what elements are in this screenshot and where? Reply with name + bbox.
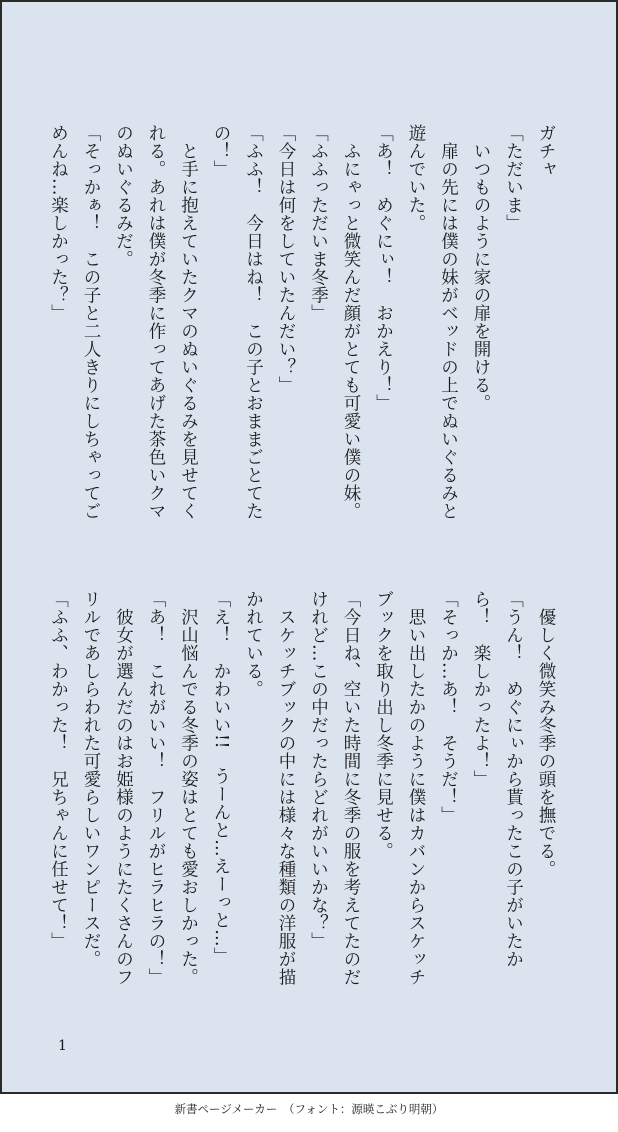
text-line: 思い出したかのように僕はカバンからスケッチ	[406, 590, 426, 986]
text-block-bottom	[42, 590, 562, 1000]
text-line: 「今日は何をしていたんだい？」	[276, 124, 296, 394]
text-line: 彼女が選んだのはお姫様のようにたくさんのフ	[113, 590, 134, 986]
text-line: スケッチブックの中には様々な種類の洋服が描	[276, 590, 296, 986]
text-line: 「ふふ、わかった！ 兄ちゃんに任せて！」	[48, 590, 69, 950]
text-line: 「そっか…あ！ そうだ！」	[438, 590, 459, 824]
text-line: 「今日ね、空いた時間に冬季の服を考えてたのだ	[341, 590, 361, 986]
text-line: ら！ 楽しかったよ！」	[471, 590, 491, 788]
text-line: 扉の先には僕の妹がベッドの上でぬいぐるみと	[438, 124, 459, 520]
text-line: と手に抱えていたクマのぬいぐるみを見せてく	[178, 124, 199, 520]
text-line: めんね…楽しかった？」	[48, 124, 69, 322]
text-line: の！」	[211, 124, 231, 178]
text-line: 「ふふっただいま冬季」	[308, 124, 329, 322]
text-line: 「そっかぁ！ この子と二人きりにしちゃってご	[81, 124, 101, 520]
text-block-top	[42, 124, 562, 534]
text-line: ふにゃっと微笑んだ顔がとても可愛い僕の妹。	[341, 124, 361, 520]
text-line: かれている。	[243, 590, 264, 698]
page-number: 1	[58, 1038, 67, 1054]
text-line: 「ただいま」	[503, 124, 524, 232]
text-line: 「え！ かわいい!! うーんと…えーっと…」	[211, 590, 231, 966]
text-line: リルであしらわれた可愛らしいワンピースだ。	[81, 590, 101, 968]
text-line: 「ふふ！ 今日はね！ この子とおままごとてた	[243, 124, 264, 520]
text-line: のぬいぐるみだ。	[113, 124, 134, 268]
text-line: 優しく微笑み冬季の頭を撫でる。	[536, 590, 556, 878]
text-line: 「うん！ めぐにぃから貰ったこの子がいたか	[503, 590, 524, 968]
text-line: 「あ！ めぐにぃ！ おかえり！」	[373, 124, 394, 412]
text-line: 遊んでいた。	[406, 124, 426, 232]
text-line: 「あ！ これがいい！ フリルがヒラヒラの！」	[146, 590, 166, 986]
text-line: ブックを取り出し冬季に見せる。	[373, 590, 394, 860]
text-line: 沢山悩んでる冬季の姿はとても愛おしかった。	[178, 590, 199, 986]
text-line: いつものように家の扉を開ける。	[471, 124, 491, 412]
text-line: れる。あれは僕が冬季に作ってあげた茶色いクマ	[146, 124, 166, 520]
footer-credit: 新書ページメーカー （フォント：源暎こぶり明朝）	[174, 1102, 444, 1116]
text-line: けれど…この中だったらどれがいいかな？」	[308, 590, 329, 950]
text-line: ガチャ	[536, 124, 556, 178]
